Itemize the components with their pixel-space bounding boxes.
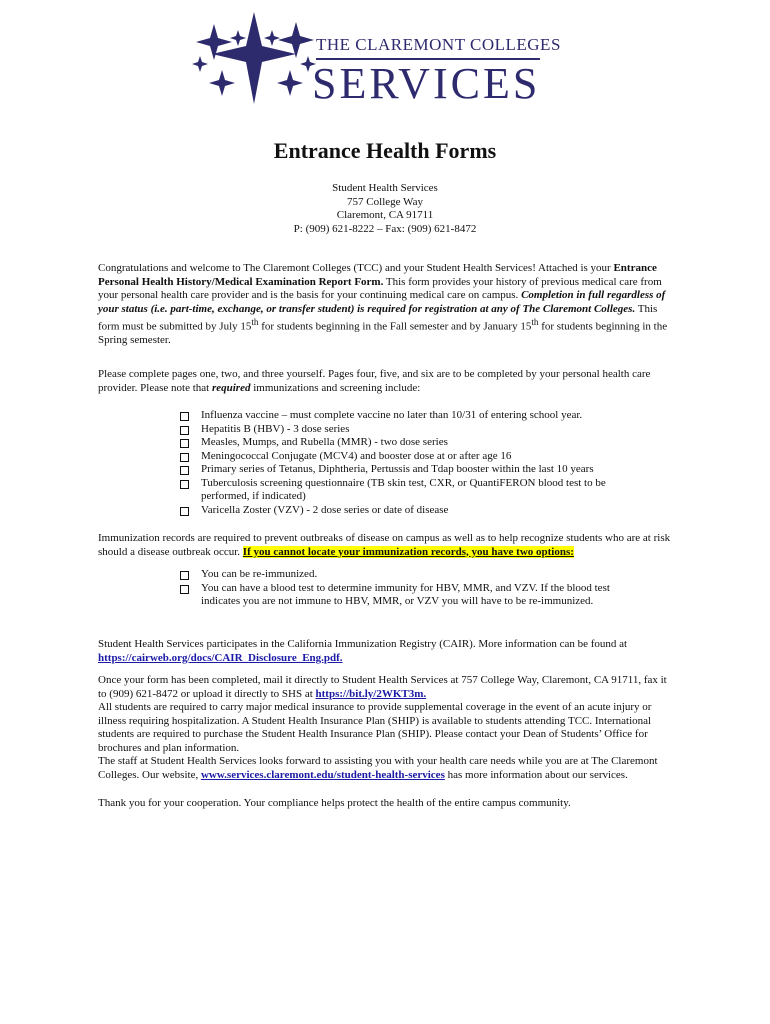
list-item-text: Influenza vaccine – must complete vaccine no later than 10/31 of entering school year. bbox=[201, 409, 583, 421]
list-item-text: Meningococcal Conjugate (MCV4) and booster dose at or after age 16 bbox=[201, 449, 512, 462]
completion-requirement: Completion in full regardless of your status (i.e. part-time, exchange, or transfer student) is required for registration at any of The Claremont Colleges. bbox=[98, 289, 666, 315]
deadline-text: for students beginning in the Spring semester. bbox=[98, 320, 668, 347]
website-link[interactable]: www.services.claremont.edu/student-health-services bbox=[200, 768, 445, 781]
checkbox-bullet-icon bbox=[180, 585, 189, 594]
logo-line2: SERVICES bbox=[312, 59, 541, 108]
cair-text: Student Health Services participates in the California Immunization Registry (CAIR). More information can be found at bbox=[98, 638, 628, 650]
ordinal-suffix: th bbox=[531, 317, 539, 327]
list-item bbox=[180, 504, 610, 518]
logo-line1: THE CLAREMONT COLLEGES bbox=[316, 35, 561, 54]
checkbox-bullet-icon bbox=[180, 426, 189, 435]
checkbox-bullet-icon bbox=[180, 571, 189, 580]
list-item-text: Hepatitis B (HBV) - 3 dose series bbox=[201, 422, 350, 435]
address-line-2: 757 College Way bbox=[347, 195, 423, 208]
intro-text: This form provides your history of previous medical care from your personal health care provider and is the basis for your continuing medical care on campus. bbox=[98, 275, 662, 301]
checkbox-bullet-icon bbox=[180, 466, 189, 475]
records-text: Immunization records are required to prevent outbreaks of disease on campus as well as to help recognize students who are at risk should a disease outbreak occur. bbox=[98, 532, 671, 558]
cair-link[interactable]: https://cairweb.org/docs/CAIR_Disclosure_Eng.pdf. bbox=[98, 651, 343, 664]
list-item-text: You can have a blood test to determine immunity for HBV, MMR, and VZV. If the blood test indicates you are not immune to HBV, MMR, or VZV you will have to be re-immunized. bbox=[201, 581, 610, 607]
upload-link[interactable]: https://bit.ly/2WKT3m. bbox=[315, 687, 427, 700]
instructions-paragraph bbox=[98, 368, 678, 395]
list-item bbox=[180, 463, 610, 477]
instructions-text: Please complete pages one, two, and three yourself. Pages four, five, and six are to be completed by your personal health care provider. Please note that bbox=[98, 368, 651, 394]
list-item bbox=[180, 423, 610, 437]
list-item bbox=[180, 568, 610, 582]
checkbox-bullet-icon bbox=[180, 439, 189, 448]
list-item bbox=[180, 582, 610, 609]
immunization-list bbox=[180, 409, 610, 517]
address-block bbox=[0, 182, 770, 236]
address-phone-fax: P: (909) 621-8222 – Fax: (909) 621-8472 bbox=[293, 222, 477, 235]
staff-text: The staff at Student Health Services looks forward to assisting you with your health care needs while you are at The Claremont Colleges. Our website, bbox=[98, 755, 658, 781]
deadline-text: for students beginning in the Fall semester and by January 15 bbox=[258, 320, 532, 333]
address-line-1: Student Health Services bbox=[332, 182, 438, 194]
list-item-text: Primary series of Tetanus, Diphtheria, Pertussis and Tdap booster within the last 10 years bbox=[201, 463, 594, 475]
checkbox-bullet-icon bbox=[180, 412, 189, 421]
insurance-paragraph: All students are required to carry major medical insurance to provide supplemental coverage in the event of an acute injury or illness requiring hospitalization. A Student Health Insurance Plan (SHIP) is available to students attending TCC. International students are required to purchase the Student Health Insurance Plan (SHIP). Please contact your Dean of Students’ Office for brochures and plan information. bbox=[98, 701, 652, 754]
intro-paragraph bbox=[98, 262, 678, 348]
highlighted-options-heading: If you cannot locate your immunization records, you have two options: bbox=[242, 545, 574, 558]
list-item bbox=[180, 409, 610, 423]
options-list bbox=[180, 568, 610, 609]
required-emphasis: required bbox=[211, 381, 251, 394]
list-item bbox=[180, 450, 610, 464]
list-item-text: Measles, Mumps, and Rubella (MMR) - two dose series bbox=[201, 436, 448, 448]
cair-paragraph bbox=[98, 638, 678, 665]
instructions-text: immunizations and screening include: bbox=[250, 381, 421, 394]
list-item-text: You can be re-immunized. bbox=[201, 568, 318, 580]
page-title: Entrance Health Forms bbox=[273, 138, 497, 163]
staff-paragraph bbox=[98, 755, 678, 782]
mail-paragraph bbox=[98, 674, 678, 701]
form-name: Entrance Personal Health History/Medical Examination Report Form. bbox=[98, 262, 657, 288]
list-item-text: Varicella Zoster (VZV) - 2 dose series or date of disease bbox=[201, 503, 449, 516]
address-line-3: Claremont, CA 91711 bbox=[336, 209, 434, 221]
checkbox-bullet-icon bbox=[180, 507, 189, 516]
staff-text: has more information about our services. bbox=[444, 768, 628, 781]
list-item-text: Tuberculosis screening questionnaire (TB skin test, CXR, or QuantiFERON blood test to be performed, if indicated) bbox=[201, 476, 606, 502]
records-paragraph bbox=[98, 532, 678, 559]
ordinal-suffix: th bbox=[251, 317, 259, 327]
list-item bbox=[180, 436, 610, 450]
deadline-text: This form must be submitted by July 15 bbox=[98, 302, 658, 333]
list-item bbox=[180, 477, 610, 504]
intro-text: Congratulations and welcome to The Claremont Colleges (TCC) and your Student Health Services! Attached is your bbox=[98, 262, 614, 274]
mail-text: Once your form has been completed, mail it directly to Student Health Services at 757 College Way, Claremont, CA 91711, fax it to (909) 621-8472 or upload it directly to SHS at bbox=[98, 674, 667, 700]
thank-you-note: Thank you for your cooperation. Your compliance helps protect the health of the entire campus community. bbox=[98, 797, 571, 809]
checkbox-bullet-icon bbox=[180, 453, 189, 462]
checkbox-bullet-icon bbox=[180, 480, 189, 489]
